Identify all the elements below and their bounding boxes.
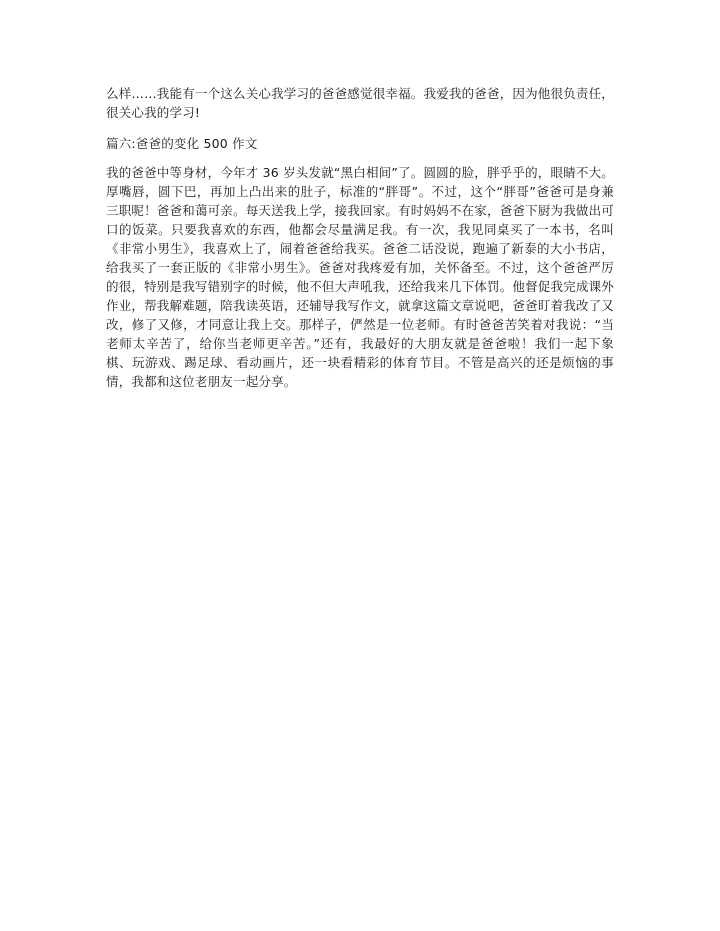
essay-paragraph: 我的爸爸中等身材，今年才 36 岁头发就“黑白相间”了。圆圆的脸，胖乎乎的，眼睛不大。厚嘴唇，圆下巴，再加上凸出来的肚子，标准的“胖哥”。不过，这个“胖哥”爸爸可是身兼三职呢！爸爸和蔼可亲。每天送我上学，接我回家。有时妈妈不在家，爸爸下厨为我做出可口的饭菜。只要我喜欢的东西，他都会尽量满足我。有一次，我见同桌买了一本书，名叫《非常小男生》，我喜欢上了，闹着爸爸给我买。爸爸二话没说，跑遍了新泰的大小书店，给我买了一套正版的《非常小男生》。爸爸对我疼爱有加，关怀备至。不过，这个爸爸严厉的很，特别是我写错别字的时候，他不但大声吼我，还给我来几下体罚。他督促我完成课外作业，帮我解难题，陪我读英语，还辅导我写作文，就拿这篇文章说吧，爸爸盯着我改了又改，修了又修，才同意让我上交。那样子，俨然是一位老师。有时爸爸苦笑着对我说：“当老师太辛苦了，给你当老师更辛苦。”还有，我最好的大朋友就是爸爸啦！我们一起下象棋、玩游戏、踢足球、看动画片，还一块看精彩的体育节目。不管是高兴的还是烦恼的事情，我都和这位老朋友一起分享。 bbox=[106, 165, 615, 389]
intro-paragraph: 么样……我能有一个这么关心我学习的爸爸感觉很幸福。我爱我的爸爸，因为他很负责任，很关心我的学习! bbox=[106, 86, 615, 120]
section-heading: 篇六:爸爸的变化 500 作文 bbox=[106, 136, 258, 151]
